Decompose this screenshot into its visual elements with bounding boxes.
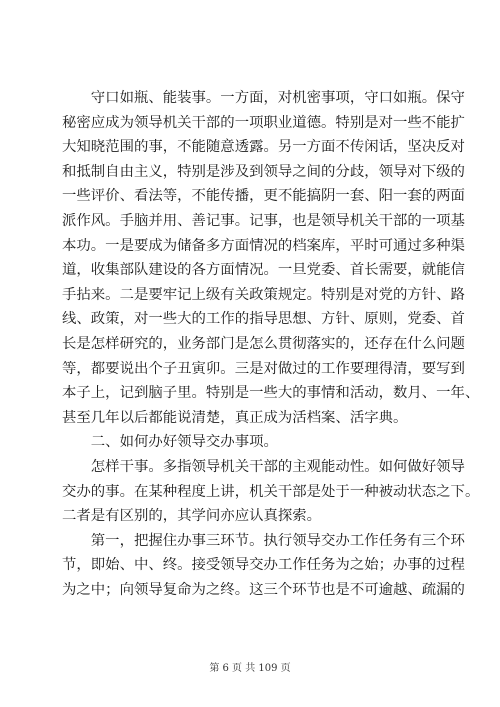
paragraph-line: 二者是有区别的，其学问亦应认真探索。 <box>62 508 322 525</box>
paragraph-line: 为之中；向领导复命为之终。这三个环节也是不可逾越、疏漏的 <box>62 581 465 598</box>
document-body <box>62 86 480 602</box>
paragraph-line: 怎样干事。多指领导机关干部的主观能动性。如何做好领导 <box>62 458 465 475</box>
paragraph-line: 线、政策，对一些大的工作的指导思想、方针、原则，党委、首 <box>62 311 465 328</box>
paragraph-line: 甚至几年以后都能说清楚，真正成为活档案、活字典。 <box>62 409 408 426</box>
paragraph-line: 大知晓范围的事，不能随意透露。另一方面不传闲话，坚决反对 <box>62 139 465 156</box>
paragraph-line: 本子上，记到脑子里。特别是一些大的事情和活动，数月、一年、 <box>62 385 480 402</box>
page-number-footer: 第 6 页 共 109 页 <box>209 663 291 674</box>
paragraph-line: 和抵制自由主义，特别是涉及到领导之间的分歧，领导对下级的 <box>62 163 465 180</box>
paragraph-line: 道，收集部队建设的各方面情况。一旦党委、首长需要，就能信 <box>62 262 465 279</box>
paragraph-line: 等，都要说出个子丑寅卯。三是对做过的工作要理得清，要写到 <box>62 360 465 377</box>
paragraph-line: 交办的事。在某种程度上讲，机关干部是处于一种被动状态之下。 <box>62 483 480 500</box>
paragraph-line: 秘密应成为领导机关干部的一项职业道德。特别是对一些不能扩 <box>62 114 465 131</box>
paragraph-line: 第一，把握住办事三环节。执行领导交办工作任务有三个环 <box>62 532 465 549</box>
paragraph-line: 节，即始、中、终。接受领导交办工作任务为之始；办事的过程 <box>62 557 465 574</box>
paragraph-line: 一些评价、看法等，不能传播，更不能搞阴一套、阳一套的两面 <box>62 188 465 205</box>
paragraph-line: 守口如瓶、能装事。一方面，对机密事项，守口如瓶。保守 <box>62 90 465 106</box>
paragraph-line: 手拈来。二是要牢记上级有关政策规定。特别是对党的方针、路 <box>62 286 465 303</box>
paragraph-line: 派作风。手脑并用、善记事。记事，也是领导机关干部的一项基 <box>62 212 465 229</box>
paragraph-line: 本功。一是要成为储备多方面情况的档案库，平时可通过多种渠 <box>62 237 465 254</box>
paragraph-line: 二、如何办好领导交办事项。 <box>62 434 278 451</box>
paragraph-line: 长是怎样研究的，业务部门是怎么贯彻落实的，还存在什么问题 <box>62 335 465 352</box>
